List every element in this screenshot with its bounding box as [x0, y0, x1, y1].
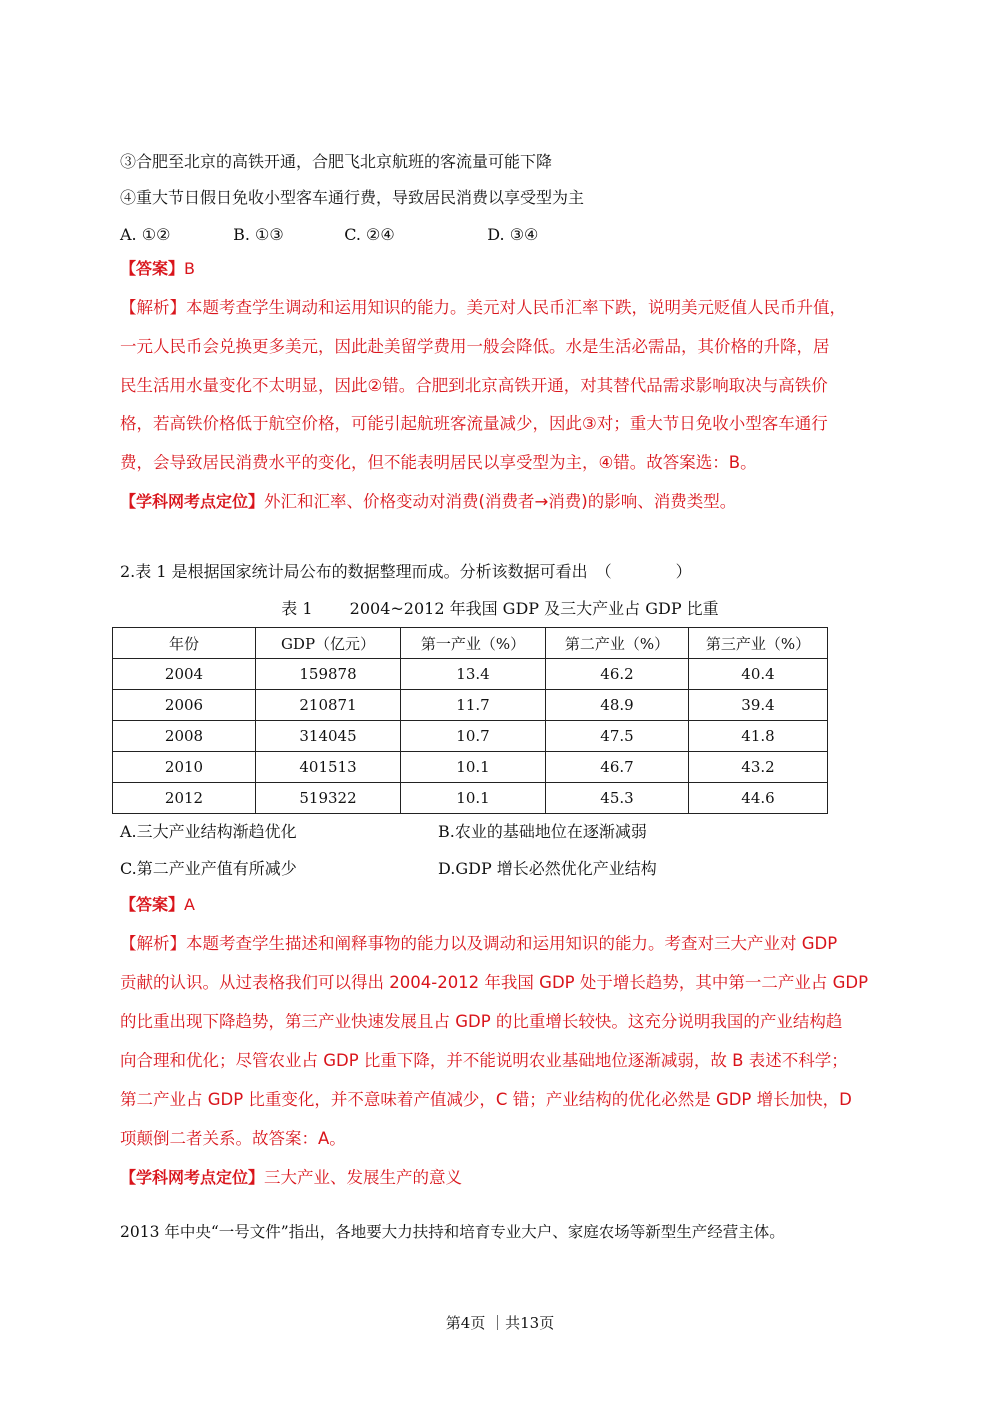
- q2-kp-text: 三大产业、发展生产的意义: [264, 1168, 463, 1187]
- q2-knowledge-point: [120, 1166, 462, 1190]
- q2-analysis-line: 的比重出现下降趋势，第三产业快速发展且占 GDP 的比重增长较快。这充分说明我国的产业结构趋: [120, 1012, 843, 1031]
- q2-analysis-line: 第二产业占 GDP 比重变化，并不意味着产值减少，C 错；产业结构的优化必然是 GDP 增长加快，D: [120, 1090, 852, 1109]
- statement-4: ④重大节日假日免收小型客车通行费，导致居民消费以享受型为主: [120, 188, 585, 207]
- table-cell: 519322: [256, 783, 401, 814]
- q2-answer: [120, 893, 195, 917]
- table-cell: 10.7: [401, 721, 546, 752]
- table-row: [113, 659, 828, 690]
- table-cell: 46.2: [546, 659, 689, 690]
- table-cell: 159878: [256, 659, 401, 690]
- table-cell: 39.4: [689, 690, 828, 721]
- table-cell: 48.9: [546, 690, 689, 721]
- q2-analysis-line: 向合理和优化；尽管农业占 GDP 比重下降，并不能说明农业基础地位逐渐减弱，故 B 表述不科学；: [120, 1051, 848, 1070]
- page-footer: 第4页 ｜共13页: [445, 1314, 555, 1332]
- q1-analysis-line: 格，若高铁价格低于航空价格，可能引起航班客流量减少，因此③对；重大节日免收小型客车通行: [120, 414, 828, 433]
- table-header-cell: 第三产业（%）: [689, 628, 828, 659]
- table-row: [113, 721, 828, 752]
- table-header-cell: 第二产业（%）: [546, 628, 689, 659]
- q1-option-a: A. ①②: [120, 225, 171, 244]
- table-cell: 44.6: [689, 783, 828, 814]
- table-header-cell: GDP（亿元）: [256, 628, 401, 659]
- q1-answer: [120, 257, 195, 281]
- q1-analysis-line: 费，会导致居民消费水平的变化，但不能表明居民以享受型为主，④错。故答案选：B。: [120, 453, 757, 472]
- q1-option-d: D. ③④: [487, 225, 539, 244]
- table-header-row: [113, 628, 828, 659]
- gdp-table: [112, 627, 828, 814]
- table-cell: 46.7: [546, 752, 689, 783]
- table-row: [113, 752, 828, 783]
- q1-kp-text: 外汇和汇率、价格变动对消费(消费者→消费)的影响、消费类型。: [264, 492, 737, 511]
- table-caption: 表 1 2004~2012 年我国 GDP 及三大产业占 GDP 比重: [281, 599, 719, 618]
- q1-knowledge-point: [120, 490, 736, 514]
- table-cell: 2004: [113, 659, 256, 690]
- table-cell: 2012: [113, 783, 256, 814]
- table-cell: 2006: [113, 690, 256, 721]
- q2-analysis-line: 贡献的认识。从过表格我们可以得出 2004-2012 年我国 GDP 处于增长趋势，其中第一二产业占 GDP: [120, 973, 869, 992]
- q2-kp-label: 【学科网考点定位】: [120, 1168, 265, 1187]
- table-header-cell: 年份: [113, 628, 256, 659]
- q1-option-b: B. ①③: [233, 225, 284, 244]
- table-cell: 47.5: [546, 721, 689, 752]
- q2-analysis-line: 项颠倒二者关系。故答案：A。: [120, 1129, 346, 1148]
- q2-answer-label: 【答案】: [120, 895, 185, 914]
- table-cell: 41.8: [689, 721, 828, 752]
- table-cell: 10.1: [401, 783, 546, 814]
- q1-analysis-line: 【解析】本题考查学生调动和运用知识的能力。美元对人民币汇率下跌，说明美元贬值人民币升值，: [120, 298, 846, 317]
- table-cell: 210871: [256, 690, 401, 721]
- table-cell: 2010: [113, 752, 256, 783]
- q2-analysis-line: 【解析】本题考查学生描述和阐释事物的能力以及调动和运用知识的能力。考查对三大产业对 GDP: [120, 934, 838, 953]
- q1-answer-label: 【答案】: [120, 259, 185, 278]
- q2-stem: 2.表 1 是根据国家统计局公布的数据整理而成。分析该数据可看出 （ ）: [120, 562, 692, 581]
- table-cell: 43.2: [689, 752, 828, 783]
- table-cell: 40.4: [689, 659, 828, 690]
- table-row: [113, 690, 828, 721]
- q2-answer-value: A: [184, 895, 195, 914]
- table-cell: 45.3: [546, 783, 689, 814]
- table-cell: 2008: [113, 721, 256, 752]
- q3-intro: 2013 年中央“一号文件”指出，各地要大力扶持和培育专业大户、家庭农场等新型生产经营主体。: [120, 1223, 785, 1241]
- q1-analysis-line: 一元人民币会兑换更多美元，因此赴美留学费用一般会降低。水是生活必需品，其价格的升降，居: [120, 337, 830, 356]
- table-row: [113, 783, 828, 814]
- table-cell: 13.4: [401, 659, 546, 690]
- q1-option-c: C. ②④: [344, 225, 395, 244]
- q2-option-d: D.GDP 增长必然优化产业结构: [438, 859, 657, 878]
- q1-options: [120, 223, 538, 247]
- statement-3: ③合肥至北京的高铁开通，合肥飞北京航班的客流量可能下降: [120, 152, 553, 171]
- table-cell: 314045: [256, 721, 401, 752]
- q2-option-b: B.农业的基础地位在逐渐减弱: [438, 822, 647, 841]
- table-cell: 10.1: [401, 752, 546, 783]
- table-header-cell: 第一产业（%）: [401, 628, 546, 659]
- q1-kp-label: 【学科网考点定位】: [120, 492, 265, 511]
- q1-analysis-line: 民生活用水量变化不太明显，因此②错。合肥到北京高铁开通，对其替代品需求影响取决与高铁价: [120, 376, 828, 395]
- q1-answer-value: B: [184, 259, 195, 278]
- table-cell: 401513: [256, 752, 401, 783]
- q2-option-c: C.第二产业产值有所减少: [120, 859, 297, 878]
- table-cell: 11.7: [401, 690, 546, 721]
- q2-option-a: A.三大产业结构渐趋优化: [120, 822, 297, 841]
